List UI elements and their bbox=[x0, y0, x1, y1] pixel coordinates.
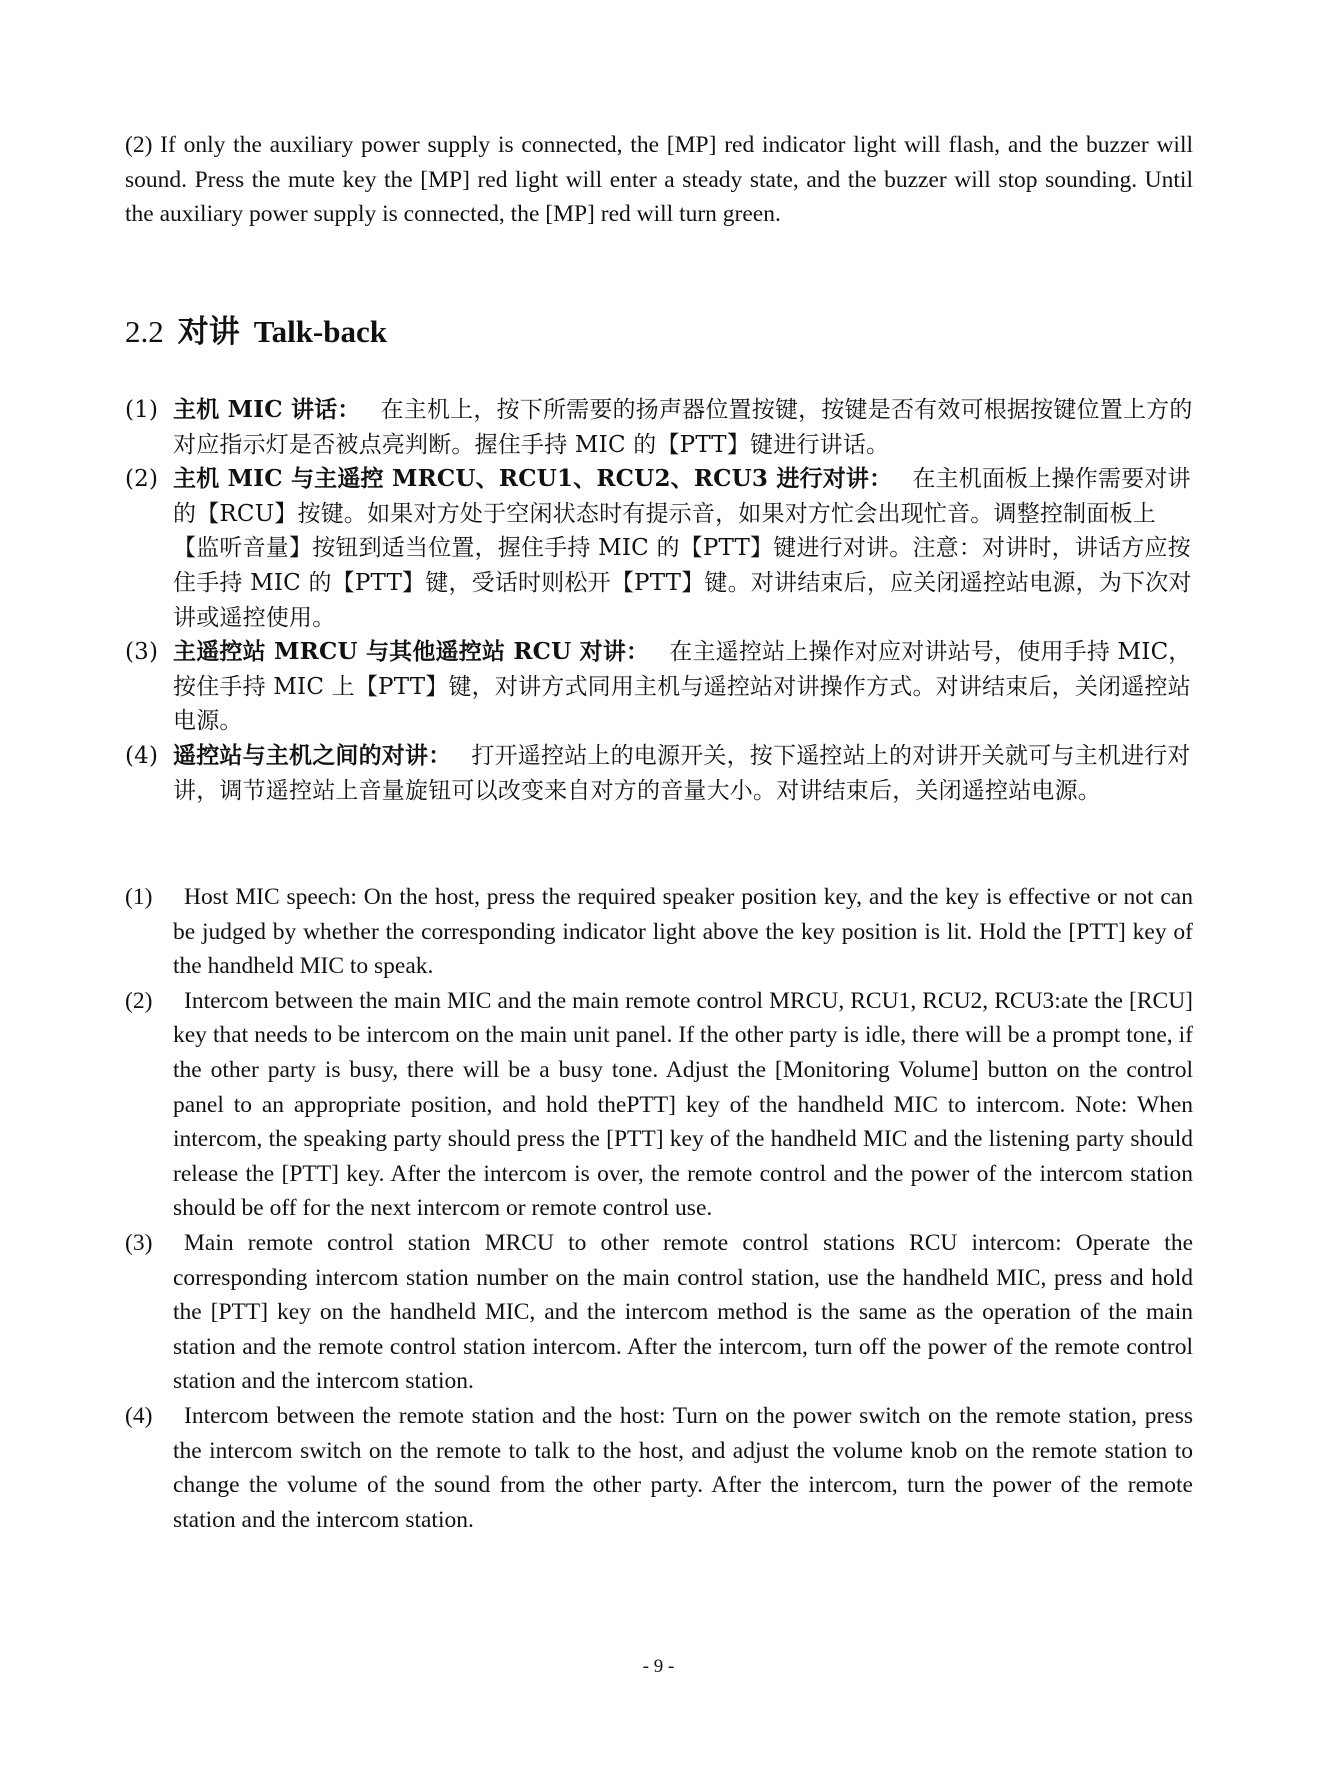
item-body: Host MIC speech: On the host, press the required speaker position key, and the key is effective or not can be judged by whether the corresponding indicator light above the key position is lit. Hold the [PTT] key of the handheld MIC to speak. bbox=[173, 884, 1193, 980]
list-item bbox=[125, 462, 1193, 635]
list-marker: (2) bbox=[125, 466, 159, 493]
list-marker: (3) bbox=[125, 639, 159, 666]
item-body: 打开遥控站上的电源开关，按下遥控站上的对讲开关就可与主机进行对讲，调节遥控站上音量旋钮可以改变来自对方的音量大小。对讲结束后，关闭遥控站电源。 bbox=[173, 742, 1191, 804]
item-lead: 遥控站与主机之间的对讲： bbox=[173, 741, 452, 769]
chinese-instruction-list bbox=[125, 393, 1193, 808]
list-marker: (4) bbox=[125, 742, 159, 769]
item-body: 在主机面板上操作需要对讲的【RCU】按键。如果对方处于空闲状态时有提示音，如果对方忙会出现忙音。调整控制面板上【监听音量】按钮到适当位置，握住手持 MIC 的【PTT】键进行对讲。注意：对讲时，讲话方应按住手持 MIC 的【PTT】键，受话时则松开【PTT】键。对讲结束后，应关闭遥控站电源，为下次对讲或遥控使用。 bbox=[173, 466, 1192, 631]
section-heading bbox=[125, 306, 387, 351]
section-title-cn: 对讲 bbox=[177, 314, 240, 349]
list-item bbox=[125, 739, 1193, 808]
item-body: 在主机上，按下所需要的扬声器位置按键，按键是否有效可根据按键位置上方的对应指示灯是否被点亮判断。握住手持 MIC 的【PTT】键进行讲话。 bbox=[173, 397, 1193, 458]
section-number: 2.2 bbox=[125, 314, 164, 349]
list-marker: (2) bbox=[125, 987, 153, 1014]
english-instruction-list bbox=[125, 880, 1193, 1537]
list-item bbox=[125, 635, 1193, 739]
list-marker: (4) bbox=[125, 1402, 153, 1429]
list-item bbox=[125, 1399, 1193, 1537]
item-lead: 主机 MIC 与主遥控 MRCU、RCU1、RCU2、RCU3 进行对讲： bbox=[173, 465, 893, 493]
list-marker: (1) bbox=[125, 884, 153, 910]
page-number: - 9 - bbox=[642, 1656, 675, 1677]
item-body: Intercom between the remote station and the host: Turn on the power switch on the remote station, press the intercom switch on the remote to talk to the host, and adjust the volume knob on the remote station to change the volume of the sound from the other party. After the intercom, turn the power of the remote station and the intercom station. bbox=[173, 1402, 1193, 1533]
item-body: Main remote control station MRCU to other remote control stations RCU intercom: Operate the corresponding intercom station number on the main control station, use the handheld MIC, press and hold the [PTT] key on the handheld MIC, and the intercom method is the same as the operation of the main station and the remote control station intercom. After the intercom, turn off the power of the remote control station and the intercom station. bbox=[173, 1229, 1193, 1395]
list-item bbox=[125, 1226, 1193, 1399]
section-title-en: Talk-back bbox=[253, 314, 387, 349]
list-item bbox=[125, 984, 1193, 1226]
item-lead: 主遥控站 MRCU 与其他遥控站 RCU 对讲： bbox=[173, 638, 650, 666]
list-item bbox=[125, 880, 1193, 984]
item-lead: 主机 MIC 讲话： bbox=[173, 396, 361, 423]
list-marker: (1) bbox=[125, 397, 159, 423]
item-body: 在主遥控站上操作对应对讲站号，使用手持 MIC，按住手持 MIC 上【PTT】键，对讲方式同用主机与遥控站对讲操作方式。对讲结束后，关闭遥控站电源。 bbox=[173, 639, 1192, 735]
list-item bbox=[125, 393, 1193, 462]
intro-paragraph: (2) If only the auxiliary power supply is connected, the [MP] red indicator light will flash, and the buzzer will sound. Press the mute key the [MP] red light will enter a steady state, and the buzzer will stop sounding. Until the auxiliary power supply is connected, the [MP] red will turn green. bbox=[125, 132, 1193, 227]
item-body: Intercom between the main MIC and the main remote control MRCU, RCU1, RCU2, RCU3:ate the [RCU] key that needs to be intercom on the main unit panel. If the other party is idle, there will be a prompt tone, if the other party is busy, there will be a busy tone. Adjust the [Monitoring Volume] button on the control panel to an appropriate position, and hold thePTT] key of the handheld MIC to intercom. Note: When intercom, the speaking party should press the [PTT] key of the handheld MIC and the listening party should release the [PTT] key. After the intercom is over, the remote control and the power of the intercom station should be off for the next intercom or remote control use. bbox=[173, 987, 1193, 1222]
list-marker: (3) bbox=[125, 1229, 153, 1256]
